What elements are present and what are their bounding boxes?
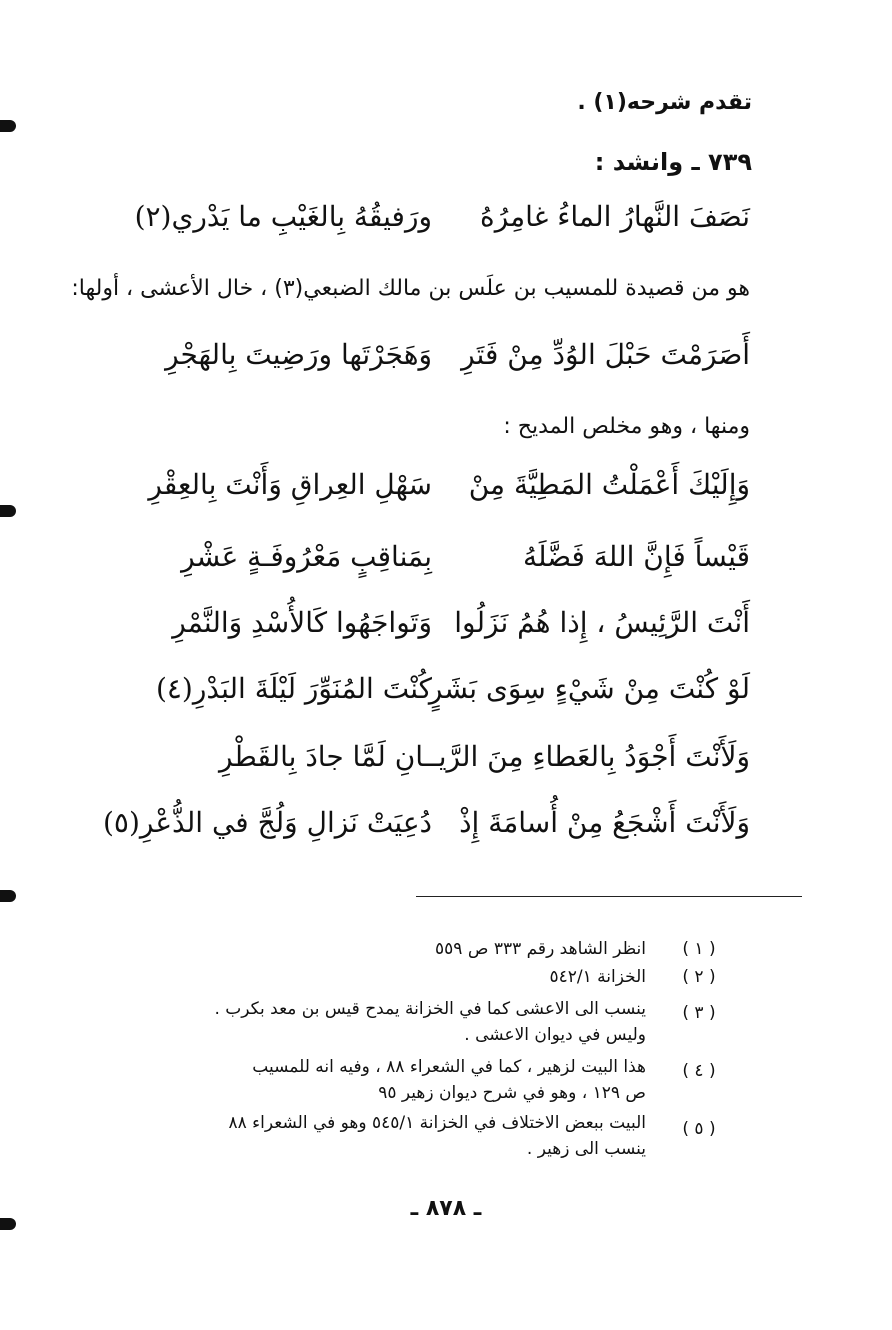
footnote-divider (416, 896, 802, 897)
verse-second-hemistich: وَهَجَرْتَها ورَضِيتَ بِالهَجْرِ (165, 338, 432, 371)
margin-mark (0, 505, 16, 517)
footnote-text: وليس في ديوان الاعشى . (464, 1025, 646, 1045)
footnote-number: ( ١ ) (682, 939, 716, 959)
footnote-text: ينسب الى زهير . (526, 1139, 646, 1159)
footnote-text: ص ١٢٩ ، وهو في شرح ديوان زهير ٩٥ (378, 1083, 646, 1103)
verse-first-hemistich: وَلَأَنْتَ أَجْوَدُ بِالعَطاءِ مِنَ الرَّيـ (430, 740, 750, 773)
footnote-number: ( ٣ ) (682, 1003, 716, 1023)
verse-first-hemistich: أَنْتَ الرَّئِيسُ ، إِذا هُمُ نَزَلُوا (454, 606, 750, 639)
footnote-text: انظر الشاهد رقم ٣٣٣ ص ٥٥٩ (435, 939, 646, 959)
margin-mark (0, 890, 16, 902)
verse-second-hemistich: كُنْتَ المُنَوِّرَ لَيْلَةَ البَدْرِ(٤) (155, 672, 432, 705)
verse-second-hemistich: بِمَناقِبٍ مَعْرُوفَـةٍ عَشْرِ (181, 540, 432, 573)
footnote-text: الخزانة ٥٤٢/١ (549, 967, 646, 987)
verse-second-hemistich: ورَفيقُهُ بِالغَيْبِ ما يَدْري(٢) (134, 200, 432, 233)
footnote-number: ( ٤ ) (682, 1061, 716, 1081)
verse-second-hemistich: سَهْلِ العِراقِ وَأَنْتَ بِالعِقْرِ (148, 468, 432, 501)
verse-second-hemistich: ـانِ لَمَّا جادَ بِالقَطْرِ (219, 740, 432, 773)
verse-first-hemistich: وَإِلَيْكَ أَعْمَلْتُ المَطِيَّةَ مِنْ (468, 468, 750, 501)
footnote-text: ينسب الى الاعشى كما في الخزانة يمدح قيس بن معد بكرب . (214, 999, 646, 1019)
footnote-text: البيت ببعض الاختلاف في الخزانة ٥٤٥/١ وهو في الشعراء ٨٨ (228, 1113, 646, 1133)
paragraph: هو من قصيدة للمسيب بن علَس بن مالك الضبعي(٣) ، خال الأعشى ، أولها: (71, 276, 750, 301)
paragraph: ومنها ، وهو مخلص المديح : (503, 414, 750, 439)
margin-mark (0, 120, 16, 132)
intro-line: تقدم شرحه(١) . (577, 90, 752, 115)
verse-second-hemistich: دُعِيَتْ نَزالِ وَلُجَّ في الذُّعْرِ(٥) (102, 806, 432, 839)
page-number: ـ ٨٧٨ ـ (410, 1196, 482, 1221)
footnote-number: ( ٢ ) (682, 967, 716, 987)
footnote-text: هذا البيت لزهير ، كما في الشعراء ٨٨ ، وفيه انه للمسيب (252, 1057, 646, 1077)
verse-first-hemistich: وَلَأَنْتَ أَشْجَعُ مِنْ أُسامَةَ إِذْ (459, 806, 750, 839)
verse-first-hemistich: قَيْساً فَإِنَّ اللهَ فَضَّلَهُ (522, 540, 750, 573)
verse-first-hemistich: لَوْ كُنْتَ مِنْ شَيْءٍ سِوَى بَشَرٍ (428, 672, 750, 705)
section-heading: ٧٣٩ ـ وانشد : (594, 148, 752, 176)
verse-first-hemistich: أَصَرَمْتَ حَبْلَ الوُدِّ مِنْ فَتَرِ (461, 338, 750, 371)
verse-first-hemistich: نَصَفَ النَّهارُ الماءُ غامِرُهُ (480, 200, 750, 233)
footnote-number: ( ٥ ) (682, 1119, 716, 1139)
verse-second-hemistich: وَتَواجَهُوا كَالأُسْدِ وَالنَّمْرِ (172, 606, 432, 639)
